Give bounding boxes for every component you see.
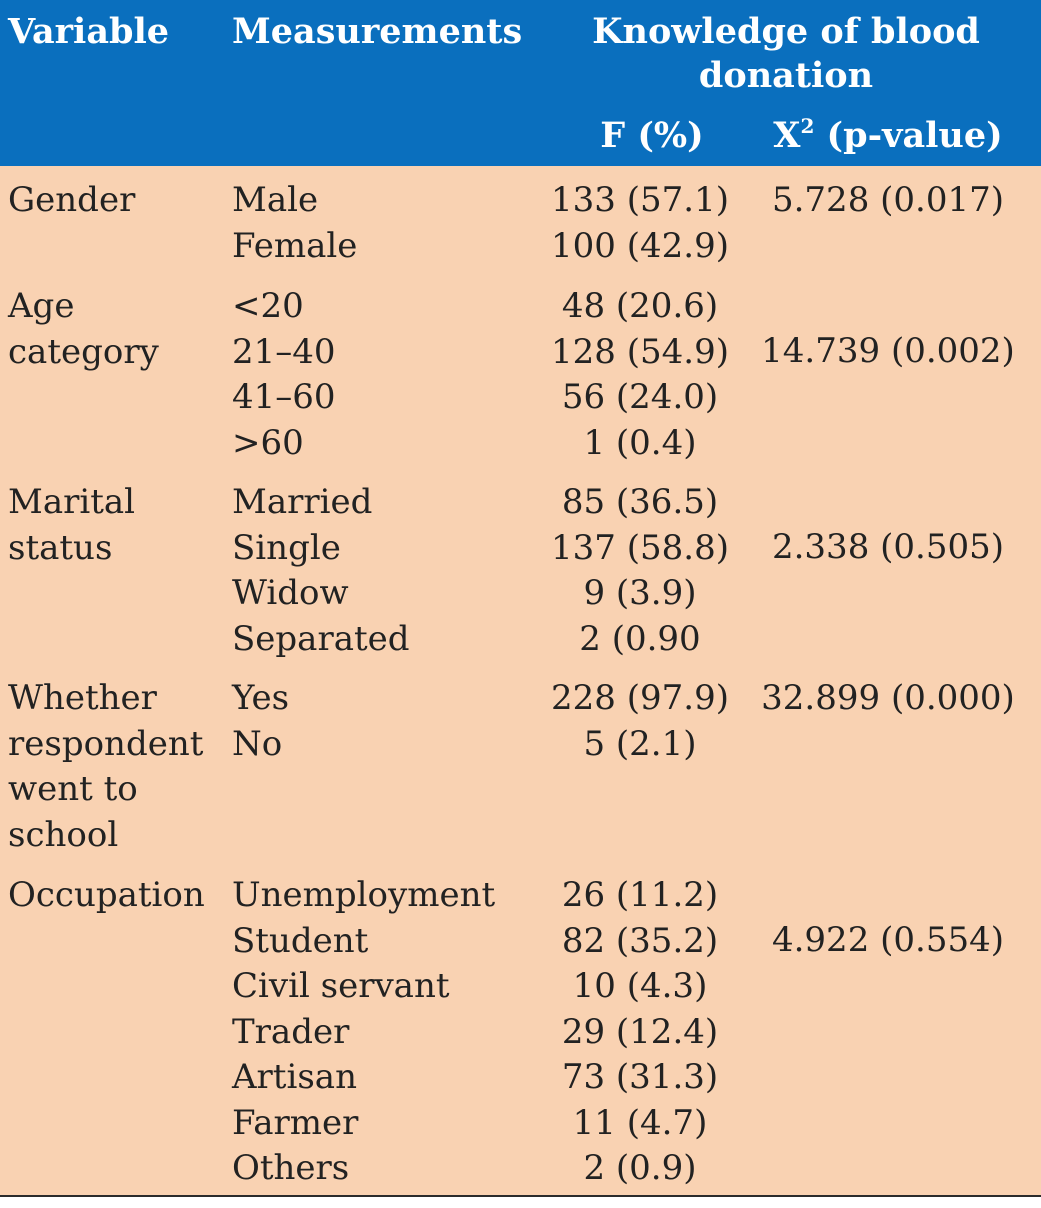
frequency-item: 10 (4.3) (572, 966, 708, 1006)
frequency-item: 1 (0.4) (583, 422, 697, 463)
measurement-item: 41–60 (232, 377, 336, 417)
frequency-item: 26 (11.2) (561, 875, 719, 915)
chi-square-cell: 4.922 (0.554) (771, 920, 1004, 960)
header-chi-square (760, 114, 1016, 158)
measurement-item: Farmer (232, 1102, 359, 1143)
measurement-item: Civil servant (232, 966, 450, 1006)
frequency-cell (540, 676, 740, 767)
header-knowledge: Knowledge of blood donation (592, 11, 980, 96)
measurement-item: Yes (232, 678, 290, 718)
header-chi-pvalue: (p-value) (814, 115, 1003, 156)
chi-square-cell: 32.899 (0.000) (761, 678, 1015, 718)
chi-square-cell: 14.739 (0.002) (761, 331, 1015, 371)
frequency-item: 11 (4.7) (572, 1102, 708, 1143)
measurement-item: Others (232, 1148, 350, 1188)
measurements-cell (232, 480, 410, 662)
variable-cell: Gender (8, 180, 136, 220)
measurement-item: Female (232, 225, 358, 266)
frequency-item: 29 (12.4) (561, 1011, 719, 1052)
measurements-cell (232, 284, 336, 466)
measurement-item: No (232, 723, 283, 764)
frequency-item: 48 (20.6) (561, 286, 719, 326)
chi-square-cell: 2.338 (0.505) (771, 527, 1004, 567)
frequency-item: 133 (57.1) (551, 180, 729, 220)
frequency-item: 73 (31.3) (561, 1057, 719, 1097)
frequency-item: 128 (54.9) (551, 331, 729, 372)
variable-cell: Age category (8, 286, 159, 372)
header-measurements: Measurements (232, 11, 523, 52)
variable-cell: Occupation (8, 875, 205, 915)
header-variable: Variable (8, 11, 170, 52)
measurements-cell (232, 178, 357, 269)
frequency-item: 56 (24.0) (561, 377, 719, 417)
measurement-item: Widow (232, 573, 349, 613)
header-chi-x: X (773, 115, 801, 156)
frequency-cell (540, 873, 740, 1192)
table-header (0, 0, 1041, 166)
frequency-item: 2 (0.90 (579, 618, 701, 659)
measurements-cell (232, 676, 289, 767)
measurement-item: >60 (232, 422, 304, 463)
frequency-cell (540, 480, 740, 662)
header-chi-superscript: 2 (800, 114, 815, 138)
frequency-cell (540, 178, 740, 269)
variable-cell: Whether respondent went to school (8, 678, 204, 855)
measurement-item: Male (232, 180, 319, 220)
measurement-item: Single (232, 527, 341, 568)
frequency-item: 82 (35.2) (561, 920, 719, 961)
measurement-item: Artisan (232, 1057, 357, 1097)
frequency-item: 9 (3.9) (583, 573, 697, 613)
chi-square-cell: 5.728 (0.017) (771, 180, 1004, 220)
frequency-item: 5 (2.1) (583, 723, 697, 764)
frequency-item: 100 (42.9) (551, 225, 729, 266)
measurement-item: Separated (232, 618, 410, 659)
measurement-item: 21–40 (232, 331, 336, 372)
measurements-cell (232, 873, 495, 1192)
measurement-item: Unemployment (232, 875, 496, 915)
frequency-item: 2 (0.9) (583, 1148, 697, 1188)
measurement-item: <20 (232, 286, 304, 326)
measurement-item: Married (232, 482, 373, 522)
measurement-item: Student (232, 920, 369, 961)
frequency-cell (540, 284, 740, 466)
frequency-item: 85 (36.5) (561, 482, 719, 522)
measurement-item: Trader (232, 1011, 350, 1052)
frequency-item: 228 (97.9) (551, 678, 729, 718)
frequency-item: 137 (58.8) (551, 527, 729, 568)
header-f-percent: F (%) (600, 115, 704, 156)
variable-cell: Marital status (8, 482, 136, 568)
